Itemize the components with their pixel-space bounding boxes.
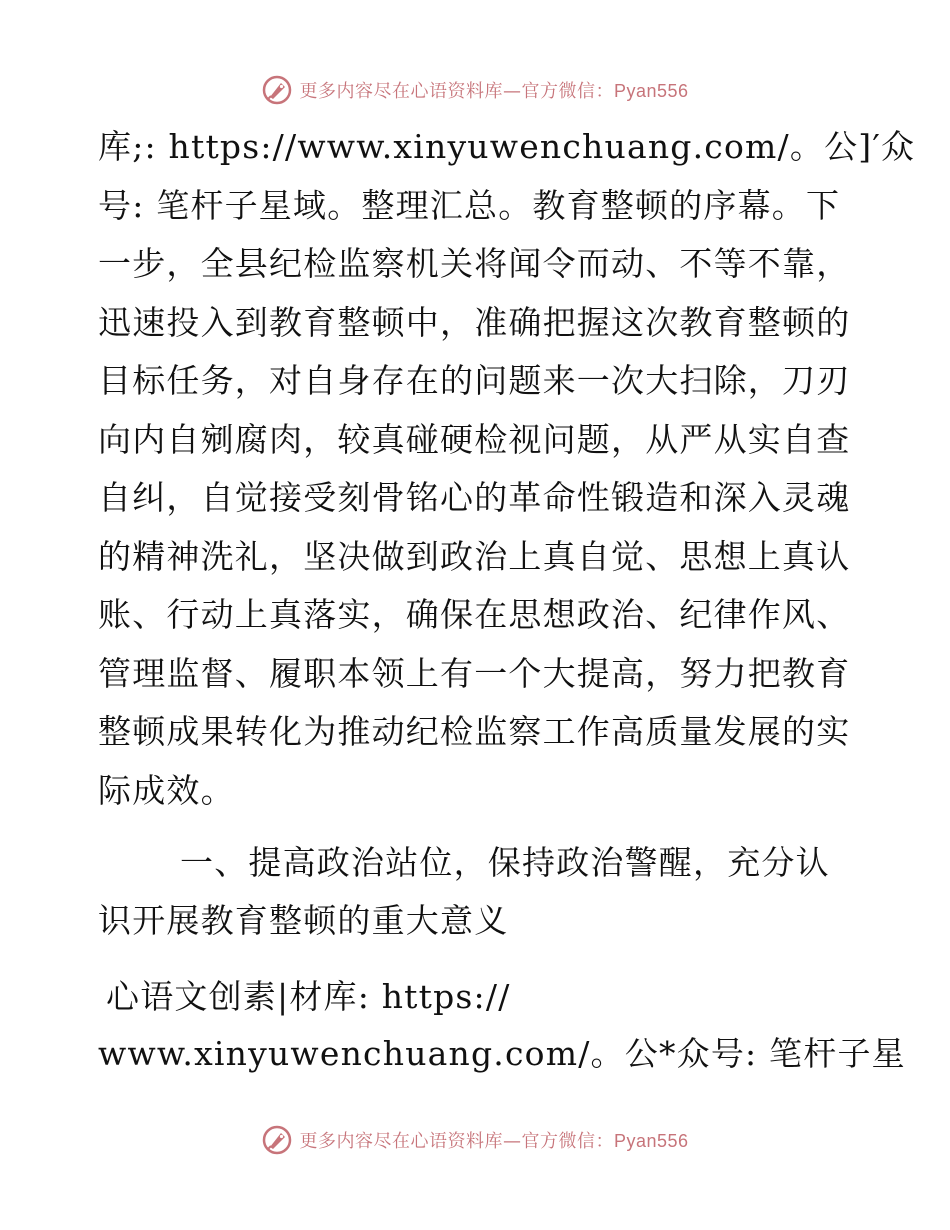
text-line: 的精神洗礼，坚决做到政治上真自觉、思想上真认: [98, 536, 851, 576]
text-line: 迅速投入到教育整顿中，准确把握这次教育整顿的: [98, 302, 851, 342]
header-watermark-banner: [0, 70, 950, 110]
text-line: 一步，全县纪检监察机关将闻令而动、不等不靠，: [98, 244, 851, 283]
watermark-text: 更多内容尽在心语资料库—官方微信：Pyan556: [299, 81, 689, 102]
text-line: 整顿成果转化为推动纪检监察工作高质量发展的实: [98, 712, 851, 751]
text-line: 向内自剜腐肉，较真碰硬检视问题，从严从实自查: [98, 419, 851, 459]
text-line: 管理监督、履职本领上有一个大提高，努力把教育: [98, 653, 851, 693]
body-paragraph: [98, 118, 916, 820]
source-note-line: 心语文创素|材库: https://: [106, 977, 511, 1016]
section-heading: [98, 834, 858, 950]
heading-line: 一、提高政治站位，保持政治警醒，充分认: [180, 843, 830, 882]
watermark-handle: Pyan556: [613, 1131, 689, 1151]
watermark-handle: Pyan556: [613, 81, 689, 101]
source-note: [98, 968, 906, 1082]
text-line: 际成效。: [98, 770, 235, 810]
footer-watermark-banner: [0, 1120, 950, 1160]
text-line: 目标任务，对自身存在的问题来一次大扫除，刀刃: [98, 361, 851, 400]
source-note-line: www.xinyuwenchuang.com/。公*众号: 笔杆子星: [98, 1034, 906, 1073]
text-line: 库;: https://www.xinyuwenchuang.com/。公]′众: [98, 127, 916, 166]
text-line: 自纠，自觉接受刻骨铭心的革命性锻造和深入灵魂: [98, 478, 851, 517]
text-line: 账、行动上真落实，确保在思想政治、纪律作风、: [98, 595, 851, 634]
pen-nib-logo-icon: [261, 1124, 293, 1156]
text-line: 号: 笔杆子星域。整理汇总。教育整顿的序幕。下: [98, 185, 841, 225]
pen-nib-logo-icon: [261, 74, 293, 106]
heading-line: 识开展教育整顿的重大意义: [98, 901, 509, 940]
watermark-text: 更多内容尽在心语资料库—官方微信：Pyan556: [299, 1131, 689, 1152]
